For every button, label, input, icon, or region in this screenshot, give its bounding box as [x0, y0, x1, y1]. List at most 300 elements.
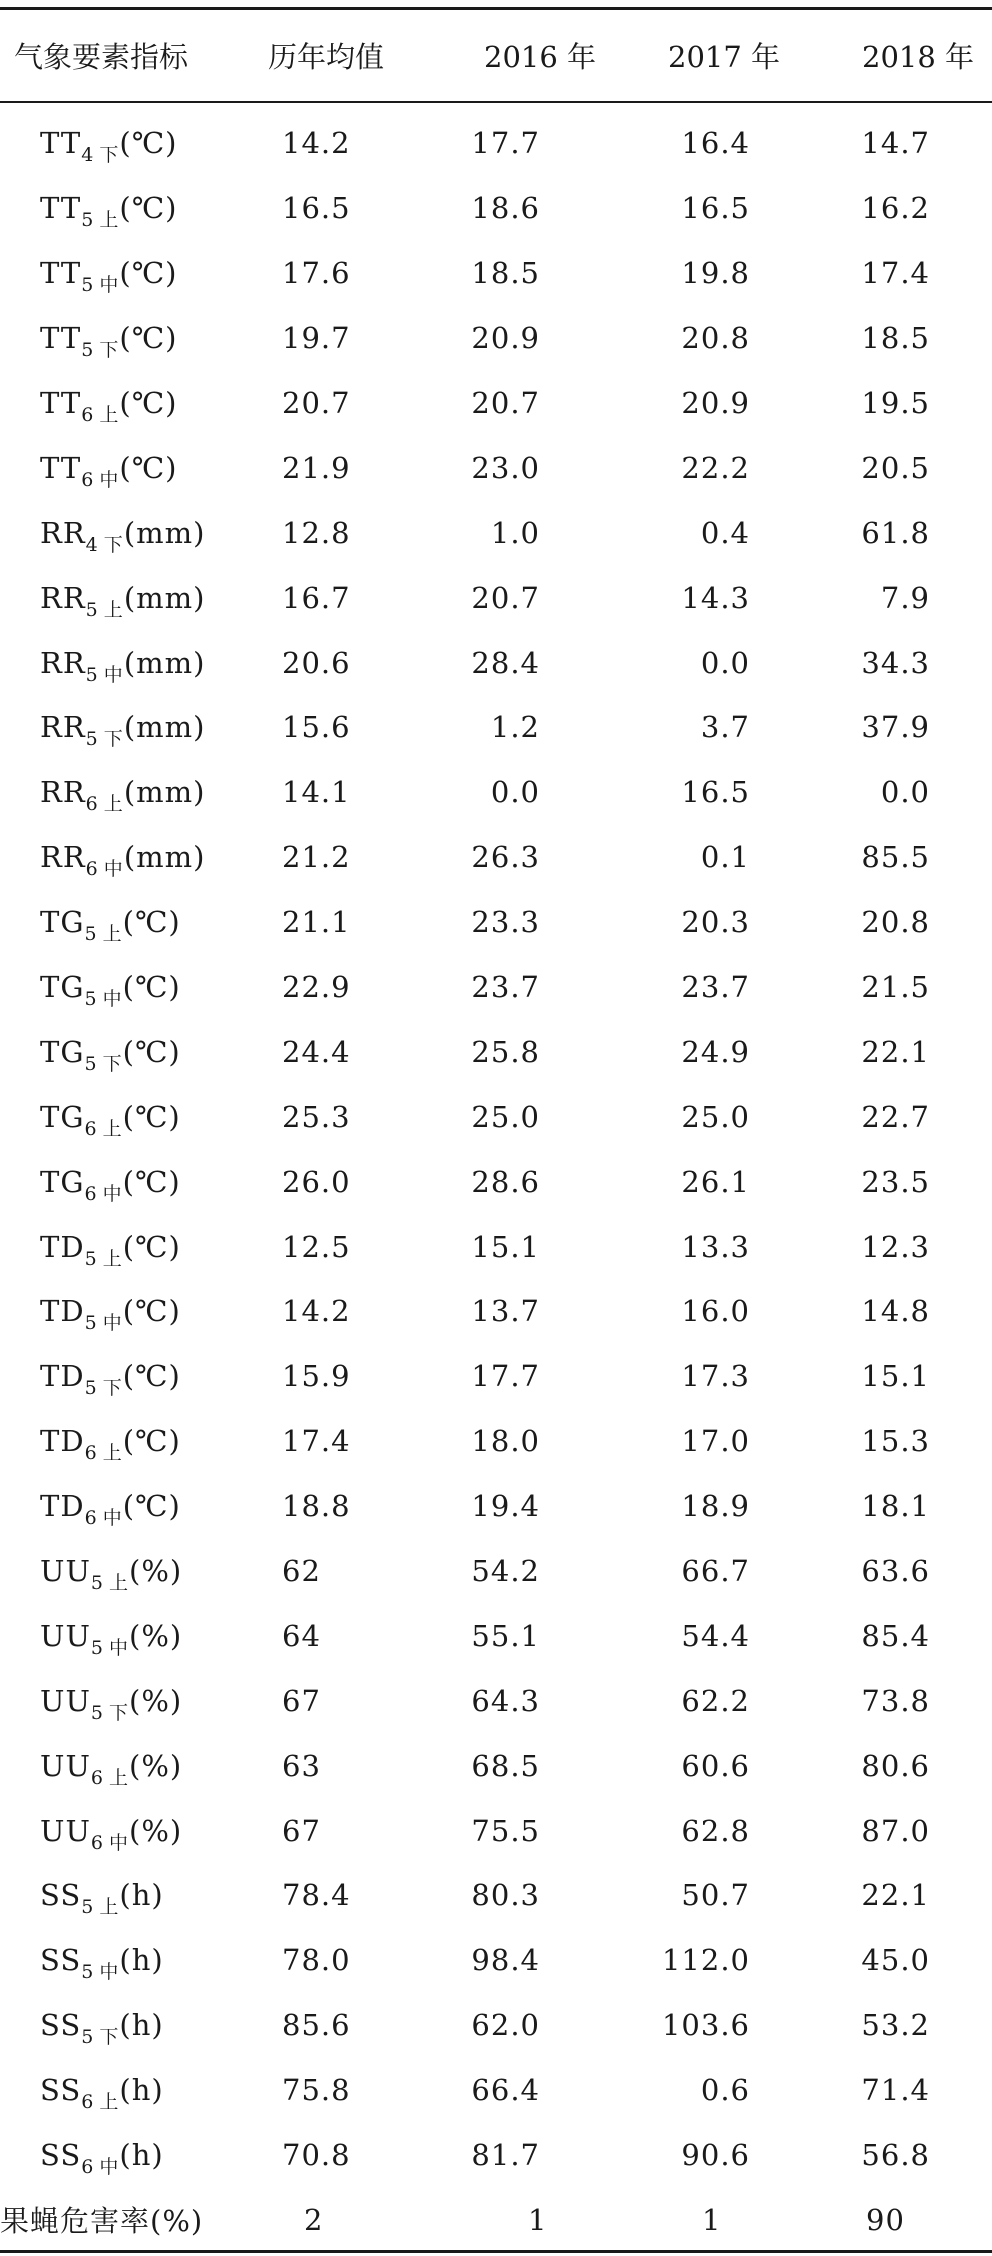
value-2018-cell: 90 [866, 2202, 905, 2237]
indicator-cell [0, 2058, 240, 2123]
indicator-unit: (mm) [123, 515, 206, 550]
indicator-period-subscript: 4 下 [81, 144, 119, 167]
table-row [0, 1603, 992, 1668]
indicator-symbol: UU [40, 1813, 91, 1848]
table-row [0, 1863, 992, 1928]
indicator-symbol: UU [40, 1748, 91, 1783]
value-2017-cell: 19.8 [681, 256, 750, 291]
indicator-cell [0, 1474, 240, 1539]
value-2017-cell: 13.3 [681, 1229, 750, 1264]
indicator-period-subscript: 6 上 [81, 2091, 119, 2114]
indicator-symbol: TT [40, 386, 82, 420]
indicator-unit: (%) [129, 1683, 183, 1718]
historical-mean-cell: 21.1 [282, 905, 351, 940]
indicator-period-subscript: 5 中 [84, 1312, 122, 1335]
indicator-unit: (℃) [122, 1489, 181, 1524]
indicator-period-subscript: 4 下 [85, 533, 123, 556]
value-2018-cell: 20.5 [861, 450, 930, 485]
header-historical-mean: 历年均值 [268, 40, 385, 74]
value-2017-cell: 0.6 [700, 2073, 750, 2108]
indicator-period-subscript: 6 中 [84, 1507, 122, 1530]
value-2016-cell: 17.7 [471, 126, 540, 161]
indicator-unit: (h) [119, 1943, 164, 1978]
indicator-symbol: UU [40, 1618, 91, 1653]
historical-mean-cell: 17.6 [282, 256, 351, 291]
table-row [0, 241, 992, 306]
value-2016-cell: 1.2 [490, 710, 540, 745]
indicator-cell [0, 371, 240, 436]
indicator-symbol: TG [40, 1099, 85, 1134]
indicator-symbol: RR [40, 645, 86, 680]
value-2018-cell: 14.7 [861, 126, 930, 161]
value-2016-cell: 18.5 [471, 256, 540, 291]
indicator-symbol: TD [40, 1424, 85, 1459]
value-2016-cell: 20.7 [471, 580, 540, 615]
table-row [0, 1279, 992, 1344]
historical-mean-cell: 25.3 [282, 1099, 351, 1134]
value-2017-cell: 26.1 [681, 1164, 750, 1199]
indicator-symbol: TG [40, 905, 85, 940]
indicator-unit: (mm) [123, 710, 206, 745]
indicator-symbol: TT [40, 256, 82, 291]
value-2018-cell: 15.3 [861, 1424, 930, 1459]
indicator-cell [0, 306, 240, 371]
value-2017-cell: 1 [702, 2202, 722, 2237]
value-2016-cell: 98.4 [471, 1943, 540, 1978]
value-2016-cell: 64.3 [471, 1683, 540, 1718]
indicator-cell [0, 1344, 240, 1409]
value-2016-cell: 0.0 [490, 775, 540, 810]
indicator-unit: (h) [119, 2008, 164, 2043]
historical-mean-cell: 24.4 [282, 1034, 351, 1069]
historical-mean-cell: 78.4 [282, 1878, 351, 1913]
indicator-cell [0, 825, 240, 890]
indicator-cell [0, 1019, 240, 1084]
value-2016-cell: 15.1 [471, 1229, 540, 1264]
indicator-symbol: SS [40, 2073, 82, 2108]
indicator-cell [0, 435, 240, 500]
indicator-unit: (℃) [122, 970, 181, 1005]
indicator-unit: (℃) [122, 905, 181, 940]
historical-mean-cell: 14.2 [282, 126, 351, 161]
value-2017-cell: 23.7 [681, 970, 750, 1005]
indicator-cell [0, 500, 240, 565]
value-2018-cell: 20.8 [861, 905, 930, 940]
value-2017-cell: 0.0 [700, 645, 750, 680]
indicator-period-subscript: 5 上 [90, 1572, 129, 1595]
historical-mean-cell: 19.7 [282, 321, 351, 356]
table-row [0, 2123, 992, 2188]
historical-mean-cell: 26.0 [282, 1164, 351, 1199]
value-2016-cell: 1 [528, 2202, 548, 2237]
indicator-period-subscript: 5 下 [81, 2026, 119, 2049]
indicator-cell [0, 2123, 240, 2188]
table-row [0, 1798, 992, 1863]
indicator-unit: (℃) [122, 1164, 181, 1199]
indicator-period-subscript: 5 中 [84, 988, 122, 1011]
table-row [0, 435, 992, 500]
value-2018-cell: 87.0 [861, 1813, 930, 1848]
value-2018-cell: 21.5 [861, 970, 930, 1005]
value-2016-cell: 23.3 [471, 905, 540, 940]
table-row [0, 176, 992, 241]
indicator-period-subscript: 5 下 [84, 1052, 122, 1075]
value-2017-cell: 103.6 [661, 2008, 750, 2043]
indicator-symbol: SS [40, 1943, 82, 1978]
indicator-cell [0, 1668, 240, 1733]
indicator-symbol: RR [40, 515, 86, 550]
indicator-unit: (℃) [122, 1099, 181, 1134]
indicator-unit: (%) [129, 1554, 183, 1589]
value-2018-cell: 53.2 [861, 2008, 930, 2043]
header-indicator: 气象要素指标 [14, 40, 189, 74]
value-2017-cell: 25.0 [681, 1099, 750, 1134]
indicator-unit: (℃) [119, 386, 178, 420]
historical-mean-cell: 62 [282, 1554, 321, 1589]
historical-mean-cell: 64 [282, 1618, 321, 1653]
indicator-cell [0, 1603, 240, 1668]
value-2018-cell: 45.0 [861, 1943, 930, 1978]
indicator-unit: (h) [119, 2073, 164, 2108]
indicator-cell [0, 695, 240, 760]
indicator-period-subscript: 6 中 [81, 2156, 119, 2179]
historical-mean-cell: 17.4 [282, 1424, 351, 1459]
table-body [0, 101, 992, 2252]
value-2016-cell: 13.7 [471, 1294, 540, 1329]
value-2016-cell: 19.4 [471, 1489, 540, 1524]
historical-mean-cell: 15.9 [282, 1359, 351, 1394]
indicator-unit: (℃) [122, 1229, 181, 1264]
table-header-row [0, 10, 992, 101]
table-row [0, 890, 992, 955]
indicator-cell [0, 955, 240, 1020]
value-2018-cell: 7.9 [880, 580, 930, 615]
indicator-unit: (mm) [123, 580, 206, 615]
value-2018-cell: 85.4 [861, 1618, 930, 1653]
indicator-period-subscript: 6 上 [84, 1442, 122, 1465]
indicator-cell [0, 760, 240, 825]
indicator-unit: (℃) [119, 256, 178, 291]
indicator-cell [0, 176, 240, 241]
value-2018-cell: 16.2 [861, 191, 930, 226]
value-2018-cell: 17.4 [861, 256, 930, 291]
indicator-period-subscript: 5 上 [85, 598, 123, 621]
indicator-symbol: TD [40, 1359, 85, 1394]
historical-mean-cell: 12.5 [282, 1229, 351, 1264]
value-2018-cell: 0.0 [880, 775, 930, 810]
table-row [0, 695, 992, 760]
value-2017-cell: 50.7 [681, 1878, 750, 1913]
indicator-unit: (%) [129, 1813, 183, 1848]
indicator-cell [0, 565, 240, 630]
value-2017-cell: 14.3 [681, 580, 750, 615]
table-row [0, 306, 992, 371]
value-2016-cell: 28.4 [471, 645, 540, 680]
table-row [0, 2058, 992, 2123]
indicator-period-subscript: 5 上 [84, 923, 122, 946]
indicator-symbol: TG [40, 1164, 85, 1199]
indicator-cell [0, 1863, 240, 1928]
fruit-fly-damage-row [0, 2188, 992, 2253]
indicator-cell [0, 1798, 240, 1863]
indicator-period-subscript: 6 上 [84, 1117, 122, 1140]
indicator-cell [0, 890, 240, 955]
value-2017-cell: 20.3 [681, 905, 750, 940]
value-2018-cell: 56.8 [861, 2138, 930, 2173]
indicator-unit: (mm) [123, 840, 206, 875]
value-2018-cell: 22.7 [861, 1099, 930, 1134]
indicator-unit: (h) [119, 2138, 164, 2173]
table-row [0, 955, 992, 1020]
indicator-period-subscript: 5 下 [84, 1377, 122, 1400]
table-row [0, 1344, 992, 1409]
table-row [0, 1733, 992, 1798]
value-2016-cell: 23.7 [471, 970, 540, 1005]
value-2017-cell: 60.6 [681, 1748, 750, 1783]
value-2016-cell: 23.0 [471, 450, 540, 485]
indicator-period-subscript: 6 中 [84, 1182, 122, 1205]
value-2018-cell: 18.5 [861, 321, 930, 356]
historical-mean-cell: 75.8 [282, 2073, 351, 2108]
table-row [0, 760, 992, 825]
historical-mean-cell: 85.6 [282, 2008, 351, 2043]
indicator-period-subscript: 5 中 [85, 663, 123, 686]
value-2017-cell: 17.0 [681, 1424, 750, 1459]
value-2018-cell: 73.8 [861, 1683, 930, 1718]
value-2018-cell: 14.8 [861, 1294, 930, 1329]
table-row [0, 1409, 992, 1474]
header-year-2016: 2016 年 [484, 40, 597, 74]
historical-mean-cell: 16.5 [282, 191, 351, 226]
indicator-symbol: RR [40, 710, 86, 745]
value-2018-cell: 19.5 [861, 386, 930, 420]
historical-mean-cell: 21.2 [282, 840, 351, 875]
value-2018-cell: 12.3 [861, 1229, 930, 1264]
indicator-unit: (℃) [119, 321, 178, 356]
indicator-cell [0, 1279, 240, 1344]
value-2017-cell: 24.9 [681, 1034, 750, 1069]
indicator-symbol: RR [40, 840, 86, 875]
indicator-cell [0, 1409, 240, 1474]
historical-mean-cell: 12.8 [282, 515, 351, 550]
header-year-2017: 2017 年 [668, 40, 781, 74]
value-2018-cell: 15.1 [861, 1359, 930, 1394]
indicator-cell [0, 1993, 240, 2058]
table-row [0, 1474, 992, 1539]
value-2016-cell: 20.9 [471, 321, 540, 356]
value-2018-cell: 22.1 [861, 1878, 930, 1913]
historical-mean-cell: 21.9 [282, 450, 351, 485]
value-2016-cell: 28.6 [471, 1164, 540, 1199]
value-2017-cell: 66.7 [681, 1554, 750, 1589]
value-2018-cell: 37.9 [861, 710, 930, 745]
indicator-period-subscript: 6 中 [90, 1831, 129, 1854]
value-2017-cell: 17.3 [681, 1359, 750, 1394]
value-2016-cell: 68.5 [471, 1748, 540, 1783]
indicator-unit: (℃) [122, 1424, 181, 1459]
value-2016-cell: 62.0 [471, 2008, 540, 2043]
value-2016-cell: 20.7 [471, 386, 540, 420]
value-2017-cell: 3.7 [700, 710, 750, 745]
value-2016-cell: 25.0 [471, 1099, 540, 1134]
indicator-cell [0, 630, 240, 695]
value-2018-cell: 34.3 [861, 645, 930, 680]
value-2018-cell: 23.5 [861, 1164, 930, 1199]
historical-mean-cell: 78.0 [282, 1943, 351, 1978]
value-2018-cell: 71.4 [861, 2073, 930, 2108]
value-2017-cell: 16.5 [681, 775, 750, 810]
indicator-unit: (℃) [122, 1294, 181, 1329]
table-row [0, 101, 992, 176]
value-2016-cell: 18.0 [471, 1424, 540, 1459]
value-2016-cell: 1.0 [490, 515, 540, 550]
value-2016-cell: 26.3 [471, 840, 540, 875]
indicator-period-subscript: 6 中 [81, 468, 119, 491]
indicator-period-subscript: 6 上 [81, 404, 119, 426]
value-2017-cell: 22.2 [681, 450, 750, 485]
table-row [0, 825, 992, 890]
value-2016-cell: 17.7 [471, 1359, 540, 1394]
table-row [0, 1539, 992, 1604]
table-row [0, 1993, 992, 2058]
value-2016-cell: 25.8 [471, 1034, 540, 1069]
indicator-cell [0, 1214, 240, 1279]
historical-mean-cell: 16.7 [282, 580, 351, 615]
table-row [0, 1084, 992, 1149]
value-2018-cell: 80.6 [861, 1748, 930, 1783]
indicator-unit: (mm) [123, 775, 206, 810]
table-row [0, 500, 992, 565]
value-2018-cell: 63.6 [861, 1554, 930, 1589]
historical-mean-cell: 63 [282, 1748, 321, 1783]
indicator-period-subscript: 6 上 [90, 1766, 129, 1789]
table-row [0, 565, 992, 630]
indicator-period-subscript: 5 中 [81, 274, 119, 297]
indicator-unit: (℃) [119, 126, 178, 161]
historical-mean-cell: 20.7 [282, 386, 351, 420]
indicator-unit: (mm) [123, 645, 206, 680]
indicator-symbol: SS [40, 1878, 82, 1913]
indicator-unit: (℃) [119, 450, 178, 485]
value-2018-cell: 85.5 [861, 840, 930, 875]
indicator-cell [0, 1084, 240, 1149]
value-2016-cell: 66.4 [471, 2073, 540, 2108]
value-2016-cell: 75.5 [471, 1813, 540, 1848]
value-2017-cell: 20.8 [681, 321, 750, 356]
indicator-symbol: TD [40, 1229, 85, 1264]
historical-mean-cell: 70.8 [282, 2138, 351, 2173]
indicator-unit: (℃) [122, 1034, 181, 1069]
value-2017-cell: 90.6 [681, 2138, 750, 2173]
indicator-symbol: TG [40, 1034, 85, 1069]
indicator-symbol: UU [40, 1683, 91, 1718]
value-2016-cell: 80.3 [471, 1878, 540, 1913]
value-2017-cell: 62.8 [681, 1813, 750, 1848]
indicator-symbol: SS [40, 2008, 82, 2043]
indicator-unit: (%) [129, 1618, 183, 1653]
table-row [0, 1668, 992, 1733]
table-row [0, 371, 992, 436]
value-2017-cell: 16.0 [681, 1294, 750, 1329]
indicator-period-subscript: 5 中 [81, 1961, 119, 1984]
table-row [0, 1149, 992, 1214]
indicator-period-subscript: 5 上 [84, 1247, 122, 1270]
table-row [0, 1928, 992, 1993]
indicator-symbol: SS [40, 2138, 82, 2173]
historical-mean-cell: 67 [282, 1813, 321, 1848]
value-2018-cell: 18.1 [861, 1489, 930, 1524]
value-2016-cell: 18.6 [471, 191, 540, 226]
value-2017-cell: 16.5 [681, 191, 750, 226]
indicator-period-subscript: 5 下 [85, 728, 123, 751]
value-2018-cell: 61.8 [861, 515, 930, 550]
indicator-symbol: TG [40, 970, 85, 1005]
table-row [0, 630, 992, 695]
indicator-cell [0, 1539, 240, 1604]
historical-mean-cell: 20.6 [282, 645, 351, 680]
value-2017-cell: 16.4 [681, 126, 750, 161]
historical-mean-cell: 18.8 [282, 1489, 351, 1524]
indicator-symbol: TT [40, 126, 82, 161]
indicator-period-subscript: 5 下 [90, 1701, 129, 1724]
value-2017-cell: 18.9 [681, 1489, 750, 1524]
value-2017-cell: 112.0 [661, 1943, 750, 1978]
indicator-period-subscript: 5 上 [81, 1896, 119, 1919]
indicator-cell [0, 1733, 240, 1798]
indicator-symbol: UU [40, 1554, 91, 1589]
indicator-symbol: TD [40, 1489, 85, 1524]
meteorological-data-table [0, 10, 992, 2252]
indicator-unit: (h) [119, 1878, 164, 1913]
table-row [0, 1019, 992, 1084]
value-2016-cell: 54.2 [471, 1554, 540, 1589]
value-2017-cell: 0.1 [700, 840, 750, 875]
historical-mean-cell: 14.2 [282, 1294, 351, 1329]
value-2018-cell: 22.1 [861, 1034, 930, 1069]
indicator-symbol: RR [40, 580, 86, 615]
indicator-unit: (%) [129, 1748, 183, 1783]
value-2016-cell: 55.1 [471, 1618, 540, 1653]
historical-mean-cell: 2 [304, 2202, 324, 2237]
indicator-unit: (℃) [122, 1359, 181, 1394]
value-2016-cell: 81.7 [471, 2138, 540, 2173]
indicator-symbol: RR [40, 775, 86, 810]
indicator-period-subscript: 5 下 [81, 339, 119, 362]
indicator-cell [0, 1149, 240, 1214]
indicator-symbol: TD [40, 1294, 85, 1329]
value-2017-cell: 0.4 [700, 515, 750, 550]
historical-mean-cell: 22.9 [282, 970, 351, 1005]
indicator-period-subscript: 5 上 [81, 209, 119, 232]
indicator-period-subscript: 6 中 [85, 858, 123, 881]
value-2017-cell: 20.9 [681, 386, 750, 420]
indicator-period-subscript: 6 上 [85, 793, 123, 816]
table-row [0, 1214, 992, 1279]
indicator-period-subscript: 5 中 [90, 1636, 129, 1659]
historical-mean-cell: 15.6 [282, 710, 351, 745]
indicator-cell [0, 1928, 240, 1993]
fruit-fly-damage-label: 果蝇危害率(%) [0, 2204, 204, 2239]
indicator-symbol: TT [40, 321, 82, 356]
value-2017-cell: 54.4 [681, 1618, 750, 1653]
indicator-symbol: TT [40, 191, 82, 226]
indicator-unit: (℃) [119, 191, 178, 226]
header-year-2018: 2018 年 [862, 40, 975, 74]
indicator-cell [0, 241, 240, 306]
indicator-symbol: TT [40, 450, 82, 485]
historical-mean-cell: 14.1 [282, 775, 351, 810]
historical-mean-cell: 67 [282, 1683, 321, 1718]
